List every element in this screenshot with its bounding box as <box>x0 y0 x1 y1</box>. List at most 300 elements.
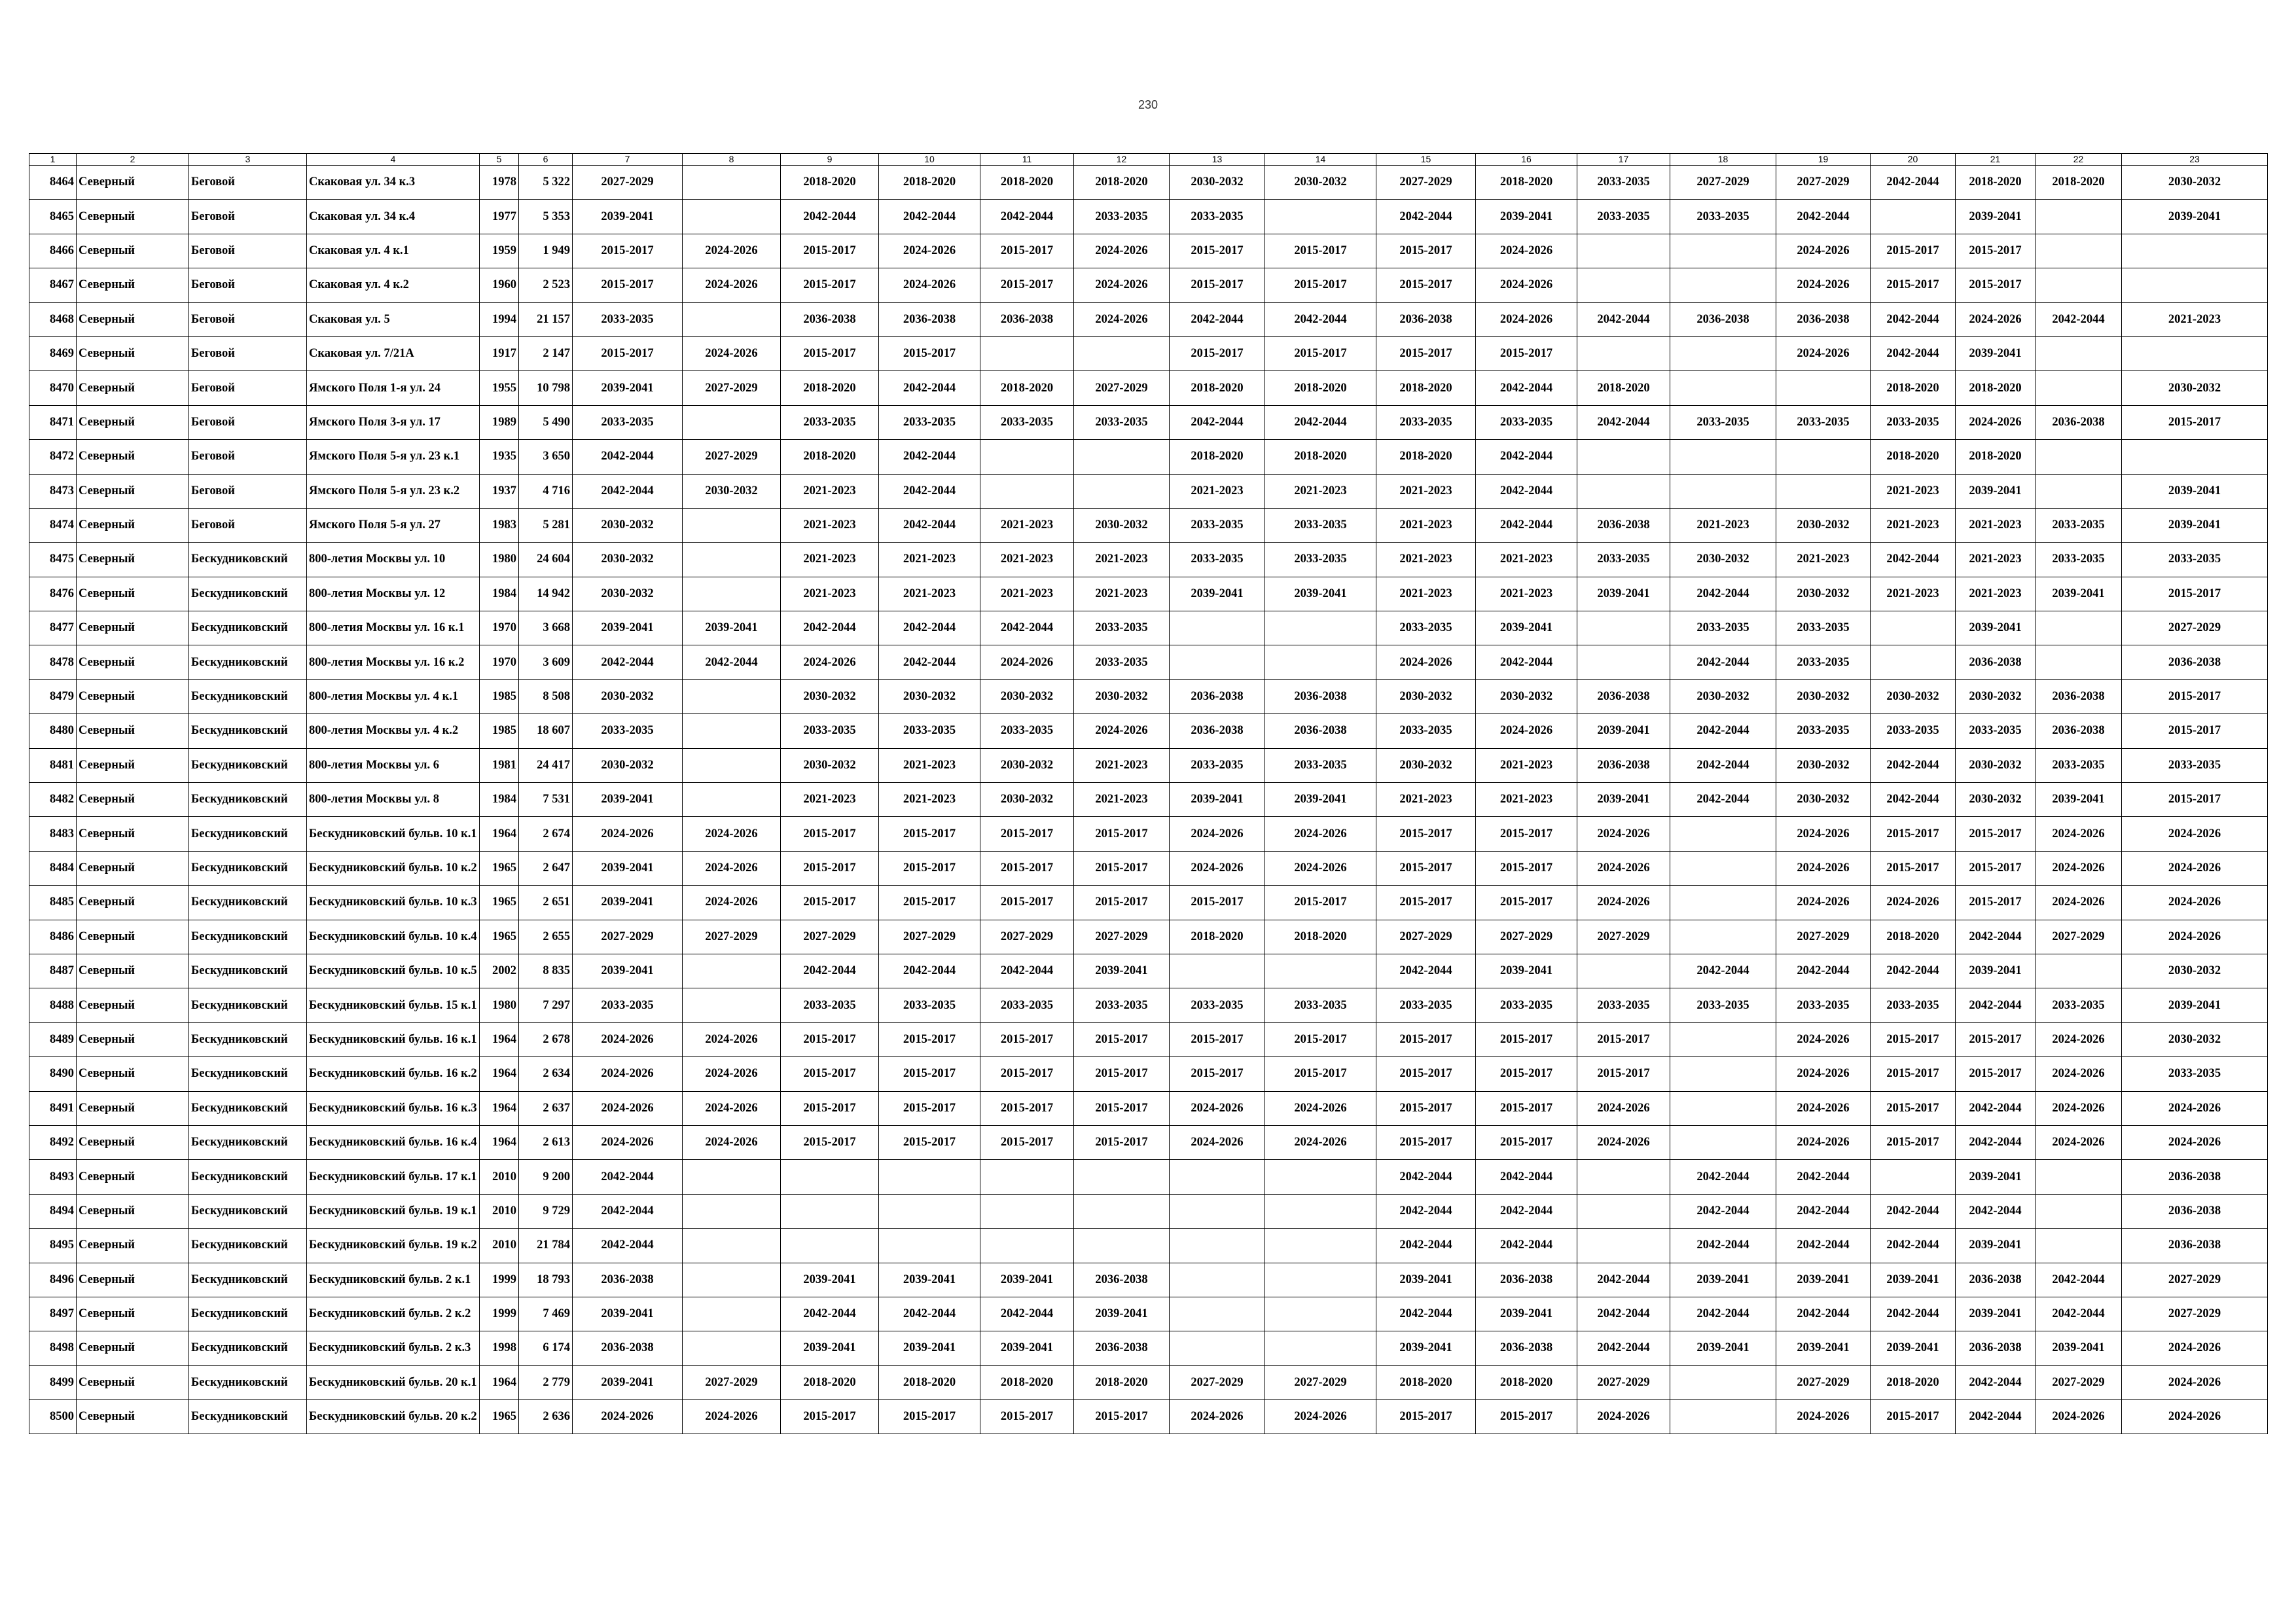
table-cell: Бескудниковский бульв. 2 к.1 <box>307 1263 480 1297</box>
table-cell: Бескудниковский бульв. 19 к.2 <box>307 1229 480 1263</box>
table-cell: 2024-2026 <box>1265 1400 1376 1434</box>
table-cell: 2042-2044 <box>1670 748 1776 782</box>
table-cell: 2030-2032 <box>1170 166 1265 200</box>
table-cell: Бескудниковский <box>189 988 307 1022</box>
table-cell: Северный <box>77 1057 189 1091</box>
table-cell: Северный <box>77 234 189 268</box>
table-cell: 2030-2032 <box>1776 508 1871 542</box>
table-cell: 2033-2035 <box>1776 714 1871 748</box>
table-cell <box>980 1229 1074 1263</box>
table-cell: 2042-2044 <box>1265 302 1376 336</box>
table-cell: 2039-2041 <box>1670 1331 1776 1365</box>
table-cell <box>683 1263 781 1297</box>
table-cell: 2024-2026 <box>1265 1091 1376 1125</box>
table-cell: 2021-2023 <box>879 577 980 611</box>
table-cell: 2033-2035 <box>2122 1057 2268 1091</box>
table-cell: 2039-2041 <box>879 1263 980 1297</box>
table-cell: Северный <box>77 817 189 851</box>
table-cell: 2033-2035 <box>2036 988 2122 1022</box>
table-cell <box>1577 645 1670 679</box>
table-cell: Северный <box>77 268 189 302</box>
table-body <box>29 166 2268 1434</box>
table-cell: 2027-2029 <box>781 920 879 954</box>
table-cell: 2024-2026 <box>573 1091 683 1125</box>
table-cell: 2042-2044 <box>1476 1160 1577 1194</box>
table-cell: 2021-2023 <box>1776 543 1871 577</box>
table-cell: Северный <box>77 886 189 920</box>
table-cell: 2042-2044 <box>1265 405 1376 439</box>
table-cell: 2024-2026 <box>2036 1125 2122 1159</box>
table-cell: 2036-2038 <box>1577 679 1670 713</box>
table-cell: 8 508 <box>519 679 573 713</box>
table-cell: 2024-2026 <box>1776 851 1871 885</box>
table-row <box>29 1022 2268 1056</box>
table-cell: Бескудниковский <box>189 1125 307 1159</box>
table-cell: 2021-2023 <box>1074 783 1170 817</box>
table-cell: 2015-2017 <box>1376 886 1476 920</box>
table-cell: 2024-2026 <box>1776 817 1871 851</box>
table-cell: 2039-2041 <box>2122 474 2268 508</box>
table-cell: 2027-2029 <box>1376 920 1476 954</box>
table-cell: 2033-2035 <box>1776 611 1871 645</box>
table-cell: 2027-2029 <box>879 920 980 954</box>
table-cell: 2021-2023 <box>1956 543 2036 577</box>
table-cell: 2024-2026 <box>683 1125 781 1159</box>
table-cell: 2015-2017 <box>1871 817 1956 851</box>
table-cell: 2033-2035 <box>1476 405 1577 439</box>
table-cell: Скаковая ул. 5 <box>307 302 480 336</box>
table-cell <box>1577 1229 1670 1263</box>
table-row <box>29 988 2268 1022</box>
table-cell: 2033-2035 <box>1776 645 1871 679</box>
table-cell: 8497 <box>29 1297 77 1331</box>
table-cell: 8493 <box>29 1160 77 1194</box>
table-cell <box>1776 474 1871 508</box>
table-cell: 2015-2017 <box>1476 1057 1577 1091</box>
table-cell: 1983 <box>480 508 519 542</box>
table-cell: 2033-2035 <box>1376 405 1476 439</box>
table-cell: 2015-2017 <box>980 1057 1074 1091</box>
table-cell: 2039-2041 <box>2122 988 2268 1022</box>
table-cell: 2024-2026 <box>1577 1091 1670 1125</box>
table-cell: 2036-2038 <box>1074 1263 1170 1297</box>
table-cell: 2042-2044 <box>1670 577 1776 611</box>
table-cell: 8481 <box>29 748 77 782</box>
table-cell: 2042-2044 <box>980 611 1074 645</box>
table-cell <box>1170 1331 1265 1365</box>
table-cell: 1 949 <box>519 234 573 268</box>
table-cell: 2018-2020 <box>1871 920 1956 954</box>
table-cell: 8495 <box>29 1229 77 1263</box>
table-cell: Северный <box>77 166 189 200</box>
table-cell: Северный <box>77 1263 189 1297</box>
table-cell: 2015-2017 <box>980 886 1074 920</box>
table-cell: 2042-2044 <box>1376 1229 1476 1263</box>
table-cell: 2018-2020 <box>879 1365 980 1399</box>
table-cell <box>1670 1091 1776 1125</box>
table-row <box>29 1400 2268 1434</box>
table-cell: 2033-2035 <box>980 988 1074 1022</box>
table-cell: 2036-2038 <box>2036 714 2122 748</box>
table-cell: 2 779 <box>519 1365 573 1399</box>
table-cell: 2036-2038 <box>980 302 1074 336</box>
column-number-4: 4 <box>307 154 480 166</box>
table-cell: 8488 <box>29 988 77 1022</box>
table-cell: 2030-2032 <box>1670 679 1776 713</box>
table-cell: 2015-2017 <box>1074 851 1170 885</box>
table-cell: 2042-2044 <box>1871 954 1956 988</box>
table-cell <box>1074 336 1170 370</box>
table-row <box>29 577 2268 611</box>
table-cell: 2027-2029 <box>1776 920 1871 954</box>
table-cell: 2033-2035 <box>1577 200 1670 234</box>
table-cell: 2039-2041 <box>1265 783 1376 817</box>
table-cell: 2015-2017 <box>1476 336 1577 370</box>
table-cell: Бескудниковский <box>189 817 307 851</box>
table-cell: Северный <box>77 1125 189 1159</box>
table-cell: 2024-2026 <box>1170 1125 1265 1159</box>
table-cell: 1984 <box>480 783 519 817</box>
table-cell: 2042-2044 <box>1670 1229 1776 1263</box>
table-cell <box>683 783 781 817</box>
table-cell: 2039-2041 <box>1776 1331 1871 1365</box>
table-cell: 21 157 <box>519 302 573 336</box>
table-cell: Северный <box>77 200 189 234</box>
table-cell: 2039-2041 <box>1476 200 1577 234</box>
table-cell <box>683 200 781 234</box>
table-cell: 2042-2044 <box>1956 1125 2036 1159</box>
table-row <box>29 886 2268 920</box>
table-cell: 2042-2044 <box>1577 405 1670 439</box>
table-cell <box>1670 440 1776 474</box>
table-cell: 2021-2023 <box>1956 508 2036 542</box>
table-cell <box>683 748 781 782</box>
table-row <box>29 954 2268 988</box>
column-number-8: 8 <box>683 154 781 166</box>
table-cell <box>1265 1194 1376 1228</box>
table-cell: 2030-2032 <box>1265 166 1376 200</box>
table-cell: 2033-2035 <box>1956 714 2036 748</box>
table-cell: 2039-2041 <box>573 611 683 645</box>
table-cell: 2033-2035 <box>1170 988 1265 1022</box>
table-cell: 2024-2026 <box>2122 1365 2268 1399</box>
table-cell: 14 942 <box>519 577 573 611</box>
table-cell: 2042-2044 <box>573 474 683 508</box>
table-cell: 2039-2041 <box>1577 783 1670 817</box>
table-cell: 2024-2026 <box>1476 302 1577 336</box>
table-cell: 2027-2029 <box>2036 920 2122 954</box>
table-cell: 2024-2026 <box>1956 302 2036 336</box>
table-cell: 2042-2044 <box>879 1297 980 1331</box>
table-cell: 1955 <box>480 371 519 405</box>
table-cell: 2021-2023 <box>1376 783 1476 817</box>
table-cell: 2024-2026 <box>1776 336 1871 370</box>
table-cell <box>2036 336 2122 370</box>
table-cell: 2015-2017 <box>879 817 980 851</box>
table-cell: 2021-2023 <box>1476 748 1577 782</box>
table-cell: 8471 <box>29 405 77 439</box>
table-row <box>29 748 2268 782</box>
table-cell: 2042-2044 <box>1871 302 1956 336</box>
table-cell: Ямского Поля 5-я ул. 27 <box>307 508 480 542</box>
table-cell: 2018-2020 <box>781 1365 879 1399</box>
column-number-16: 16 <box>1476 154 1577 166</box>
table-cell: 2015-2017 <box>1476 851 1577 885</box>
table-cell: Беговой <box>189 371 307 405</box>
table-cell: 2042-2044 <box>1376 200 1476 234</box>
table-cell <box>683 1331 781 1365</box>
table-cell <box>2122 440 2268 474</box>
table-cell: 8464 <box>29 166 77 200</box>
table-cell: 2027-2029 <box>1776 1365 1871 1399</box>
table-cell: 2021-2023 <box>1376 474 1476 508</box>
table-cell: 8500 <box>29 1400 77 1434</box>
table-cell: 800-летия Москвы ул. 6 <box>307 748 480 782</box>
table-cell <box>2036 1160 2122 1194</box>
table-cell: Бескудниковский бульв. 16 к.4 <box>307 1125 480 1159</box>
table-cell: 2021-2023 <box>781 543 879 577</box>
table-cell: 2015-2017 <box>1956 851 2036 885</box>
table-cell: 2010 <box>480 1194 519 1228</box>
table-cell <box>1670 234 1776 268</box>
table-cell: 2030-2032 <box>2122 1022 2268 1056</box>
table-cell: 2015-2017 <box>1265 336 1376 370</box>
table-cell: 1964 <box>480 817 519 851</box>
table-row <box>29 474 2268 508</box>
table-cell: 2015-2017 <box>980 1125 1074 1159</box>
table-cell: 8476 <box>29 577 77 611</box>
table-cell: 2033-2035 <box>879 714 980 748</box>
table-cell <box>1265 1160 1376 1194</box>
table-cell: 2015-2017 <box>1871 1091 1956 1125</box>
table-row <box>29 336 2268 370</box>
table-cell: 2027-2029 <box>1265 1365 1376 1399</box>
table-cell: 2036-2038 <box>1776 302 1871 336</box>
table-cell <box>1670 1365 1776 1399</box>
table-cell: 2030-2032 <box>1776 783 1871 817</box>
table-cell: 2015-2017 <box>781 817 879 851</box>
table-cell: 8487 <box>29 954 77 988</box>
table-cell: 2021-2023 <box>1871 508 1956 542</box>
table-cell: 2039-2041 <box>2036 577 2122 611</box>
table-cell: 2027-2029 <box>683 371 781 405</box>
table-cell: 2024-2026 <box>781 645 879 679</box>
table-cell: 2042-2044 <box>1670 1160 1776 1194</box>
table-cell: 2030-2032 <box>1871 679 1956 713</box>
table-cell: 2015-2017 <box>879 886 980 920</box>
table-cell: Северный <box>77 302 189 336</box>
table-cell: 2021-2023 <box>980 543 1074 577</box>
table-cell: 2039-2041 <box>1776 1263 1871 1297</box>
table-row <box>29 508 2268 542</box>
table-cell: 8491 <box>29 1091 77 1125</box>
column-number-17: 17 <box>1577 154 1670 166</box>
table-cell: 2027-2029 <box>2122 1297 2268 1331</box>
table-cell: 2021-2023 <box>1074 577 1170 611</box>
table-cell: 2042-2044 <box>1670 645 1776 679</box>
table-cell: 2042-2044 <box>781 611 879 645</box>
table-cell: 2042-2044 <box>1670 1297 1776 1331</box>
table-cell: Бескудниковский бульв. 16 к.1 <box>307 1022 480 1056</box>
table-cell: 8479 <box>29 679 77 713</box>
table-cell: 2021-2023 <box>1376 508 1476 542</box>
table-cell: 2024-2026 <box>573 1022 683 1056</box>
table-cell: 5 322 <box>519 166 573 200</box>
table-cell: 2024-2026 <box>2122 1331 2268 1365</box>
column-number-2: 2 <box>77 154 189 166</box>
table-cell: 2018-2020 <box>1376 371 1476 405</box>
table-cell <box>1670 817 1776 851</box>
table-cell: 2015-2017 <box>2122 714 2268 748</box>
table-cell: 2021-2023 <box>1074 543 1170 577</box>
table-cell: 2042-2044 <box>781 200 879 234</box>
table-cell: 2039-2041 <box>1476 1297 1577 1331</box>
table-cell: 2015-2017 <box>1871 851 1956 885</box>
table-cell: 2033-2035 <box>781 714 879 748</box>
table-cell <box>1074 1160 1170 1194</box>
table-cell: 2030-2032 <box>879 679 980 713</box>
table-cell: 2036-2038 <box>2036 405 2122 439</box>
table-row <box>29 543 2268 577</box>
table-cell: Ямского Поля 3-я ул. 17 <box>307 405 480 439</box>
table-cell: Бескудниковский бульв. 20 к.1 <box>307 1365 480 1399</box>
table-cell: 2015-2017 <box>781 1400 879 1434</box>
table-cell <box>1670 474 1776 508</box>
table-cell: 2030-2032 <box>1670 543 1776 577</box>
table-cell: 2036-2038 <box>1956 645 2036 679</box>
table-cell: 2033-2035 <box>2122 748 2268 782</box>
table-cell: Бескудниковский <box>189 577 307 611</box>
table-cell: 2033-2035 <box>1265 748 1376 782</box>
table-cell: Северный <box>77 1194 189 1228</box>
table-cell: 2042-2044 <box>1376 954 1476 988</box>
table-cell: 800-летия Москвы ул. 16 к.1 <box>307 611 480 645</box>
table-cell: 2042-2044 <box>573 1160 683 1194</box>
table-cell: Северный <box>77 577 189 611</box>
table-cell <box>980 1194 1074 1228</box>
table-cell: 8498 <box>29 1331 77 1365</box>
table-cell: 2018-2020 <box>1376 440 1476 474</box>
table-cell: 2042-2044 <box>1776 1194 1871 1228</box>
table-cell: 2021-2023 <box>1265 474 1376 508</box>
table-cell: 2042-2044 <box>1170 302 1265 336</box>
table-cell: 1977 <box>480 200 519 234</box>
table-cell: 1989 <box>480 405 519 439</box>
table-cell: 2036-2038 <box>879 302 980 336</box>
table-cell: Северный <box>77 371 189 405</box>
table-cell: 2036-2038 <box>2122 1194 2268 1228</box>
table-cell <box>1670 1057 1776 1091</box>
table-cell: 2015-2017 <box>1170 336 1265 370</box>
table-cell: 2015-2017 <box>1170 1057 1265 1091</box>
column-number-11: 11 <box>980 154 1074 166</box>
table-cell: 2033-2035 <box>1170 748 1265 782</box>
table-cell <box>683 405 781 439</box>
table-cell: Северный <box>77 1365 189 1399</box>
table-cell: 2030-2032 <box>1956 783 2036 817</box>
table-cell <box>879 1229 980 1263</box>
table-cell: 2039-2041 <box>1074 1297 1170 1331</box>
table-cell: 8468 <box>29 302 77 336</box>
table-cell: 2015-2017 <box>1871 1400 1956 1434</box>
table-cell: 2039-2041 <box>1376 1263 1476 1297</box>
table-cell: 2039-2041 <box>1956 954 2036 988</box>
table-cell: 2036-2038 <box>1265 714 1376 748</box>
table-cell: Северный <box>77 474 189 508</box>
table-cell: 2024-2026 <box>1074 268 1170 302</box>
table-cell: 2030-2032 <box>573 508 683 542</box>
table-cell: 2021-2023 <box>879 748 980 782</box>
column-number-10: 10 <box>879 154 980 166</box>
table-cell: 2015-2017 <box>781 886 879 920</box>
table-cell: Бескудниковский <box>189 1331 307 1365</box>
table-cell: 2033-2035 <box>2122 543 2268 577</box>
table-cell: Ямского Поля 5-я ул. 23 к.2 <box>307 474 480 508</box>
table-cell: 2039-2041 <box>573 1365 683 1399</box>
table-cell: 2018-2020 <box>1170 440 1265 474</box>
table-cell: 2042-2044 <box>1476 440 1577 474</box>
table-cell: 2033-2035 <box>980 714 1074 748</box>
table-cell: 2039-2041 <box>1956 1160 2036 1194</box>
table-cell <box>1577 336 1670 370</box>
table-cell: 1965 <box>480 886 519 920</box>
table-cell: Беговой <box>189 474 307 508</box>
table-cell: 2036-2038 <box>1577 508 1670 542</box>
table-cell <box>1170 645 1265 679</box>
table-cell: 1935 <box>480 440 519 474</box>
table-cell: 2033-2035 <box>1265 543 1376 577</box>
table-cell: 2027-2029 <box>1074 371 1170 405</box>
table-cell: 2042-2044 <box>1476 508 1577 542</box>
table-cell: Бескудниковский <box>189 748 307 782</box>
table-cell: 2024-2026 <box>1776 1400 1871 1434</box>
table-cell: Северный <box>77 679 189 713</box>
table-cell: 3 668 <box>519 611 573 645</box>
table-cell <box>1577 234 1670 268</box>
table-cell: 8477 <box>29 611 77 645</box>
table-cell: 2015-2017 <box>1476 1125 1577 1159</box>
table-cell: 2024-2026 <box>1776 1022 1871 1056</box>
table-cell: 2018-2020 <box>1376 1365 1476 1399</box>
table-cell <box>781 1229 879 1263</box>
table-cell <box>2036 1229 2122 1263</box>
table-cell: 24 604 <box>519 543 573 577</box>
table-cell: 2021-2023 <box>1376 577 1476 611</box>
table-cell: 2027-2029 <box>683 1365 781 1399</box>
table-row <box>29 1365 2268 1399</box>
table-cell <box>781 1160 879 1194</box>
table-cell <box>980 474 1074 508</box>
table-cell: 2036-2038 <box>1476 1331 1577 1365</box>
table-cell <box>2036 200 2122 234</box>
table-cell <box>1170 1297 1265 1331</box>
table-cell: 2042-2044 <box>573 645 683 679</box>
table-cell: 2021-2023 <box>1476 543 1577 577</box>
table-cell: 2015-2017 <box>1476 886 1577 920</box>
table-cell: 1964 <box>480 1022 519 1056</box>
table-cell: 2024-2026 <box>2036 886 2122 920</box>
table-cell: 2024-2026 <box>1265 1125 1376 1159</box>
table-cell: 2015-2017 <box>980 1400 1074 1434</box>
table-cell: 2033-2035 <box>1074 405 1170 439</box>
table-cell: Скаковая ул. 7/21А <box>307 336 480 370</box>
table-cell: 2024-2026 <box>573 1400 683 1434</box>
table-cell: 2033-2035 <box>1670 200 1776 234</box>
table-cell: 2024-2026 <box>1776 1125 1871 1159</box>
table-cell: 2015-2017 <box>1074 1057 1170 1091</box>
table-cell <box>683 714 781 748</box>
table-cell: 2033-2035 <box>573 714 683 748</box>
